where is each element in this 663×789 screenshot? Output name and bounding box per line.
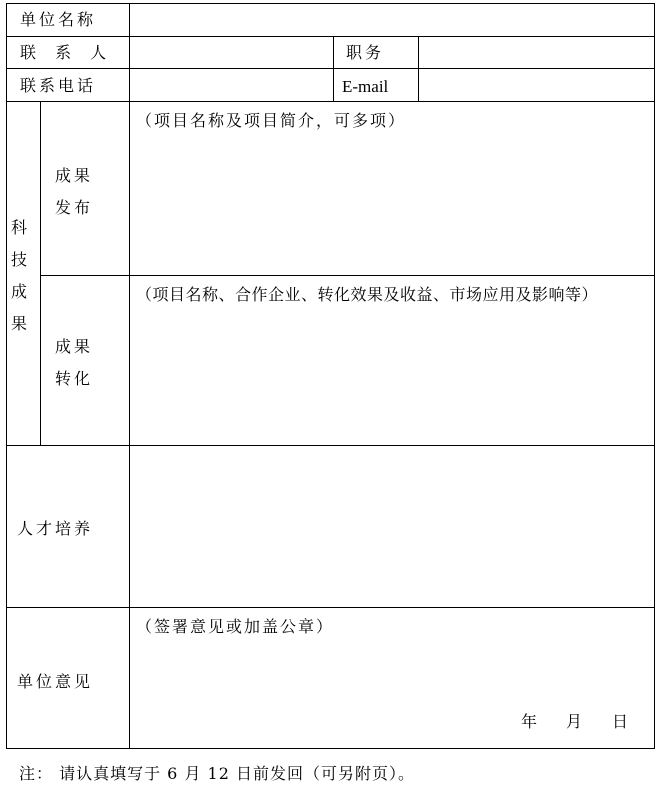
unit-name-label: 单位名称	[20, 10, 97, 29]
transfer-hint: （项目名称、合作企业、转化效果及收益、市场应用及影响等）	[136, 285, 599, 304]
email-label: E-mail	[342, 77, 389, 96]
position-label: 职务	[346, 43, 385, 62]
unit-name-field[interactable]	[130, 4, 654, 36]
tech-achievements-label: 科 技 成 果	[10, 218, 27, 333]
date-year: 年	[521, 712, 539, 731]
table-border-right	[654, 3, 655, 749]
date-month: 月	[566, 712, 584, 731]
release-field[interactable]	[130, 102, 654, 275]
release-hint: （项目名称及项目简介，可多项）	[136, 111, 407, 130]
transfer-label-line2: 转化	[55, 369, 94, 388]
contact-label: 联 系 人	[20, 43, 110, 62]
opinion-label: 单位意见	[17, 672, 94, 691]
col-divider	[40, 101, 41, 445]
transfer-label-line1: 成果	[55, 337, 94, 356]
opinion-field[interactable]	[130, 608, 654, 748]
transfer-field[interactable]	[130, 276, 654, 445]
position-field[interactable]	[419, 37, 654, 68]
phone-field[interactable]	[130, 69, 333, 101]
opinion-hint: （签署意见或加盖公章）	[136, 617, 335, 636]
email-field[interactable]	[419, 69, 654, 101]
phone-label: 联系电话	[20, 76, 97, 95]
contact-field[interactable]	[130, 37, 333, 68]
release-label-line1: 成果	[55, 166, 94, 185]
date-day: 日	[612, 712, 630, 731]
talent-label: 人才培养	[17, 519, 94, 538]
col-divider	[333, 36, 334, 101]
table-border-bottom	[6, 748, 655, 749]
footer-note: 注： 请认真填写于 6 月 12 日前发回（可另附页）。	[19, 764, 415, 783]
talent-field[interactable]	[130, 446, 654, 607]
table-border-left	[6, 3, 7, 749]
release-label-line2: 发布	[55, 198, 94, 217]
